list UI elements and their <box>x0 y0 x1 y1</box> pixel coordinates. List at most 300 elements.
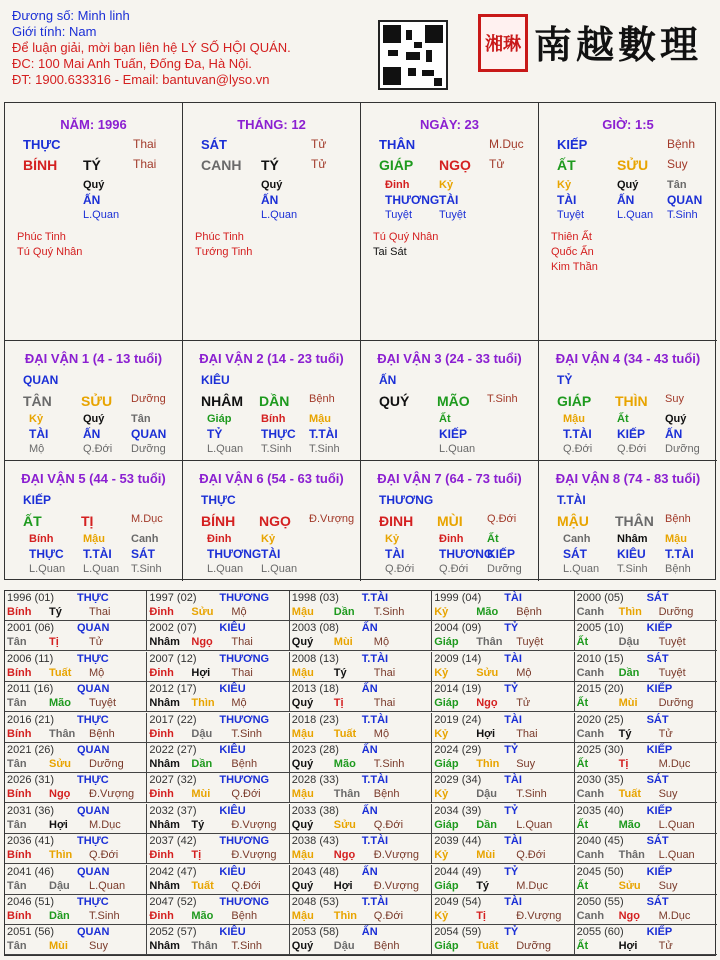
dai-van-stem-god: THƯƠNG <box>207 547 262 561</box>
year-chi: Tị <box>49 636 59 649</box>
dai-van-stem: Nhâm <box>617 533 648 545</box>
year-cell[interactable] <box>575 834 717 864</box>
year-cell[interactable] <box>432 865 574 895</box>
gender-value: Nam <box>68 24 97 39</box>
year-can: Tân <box>7 697 27 710</box>
hidden-god: QUAN <box>667 193 703 207</box>
year-can: Quý <box>291 758 314 770</box>
hidden-state: L.Quan <box>617 209 654 221</box>
year-chi: Dần <box>476 818 497 831</box>
year-state: Tử <box>658 940 673 953</box>
year-god: THỰC <box>77 713 109 726</box>
year-can: Quý <box>291 697 314 710</box>
year-can: Canh <box>576 727 605 740</box>
year-state: Dưỡng <box>516 940 551 953</box>
year-can: Mậu <box>291 788 314 801</box>
hidden-god: TÀI <box>557 193 577 207</box>
year-state: M.Dục <box>658 758 691 770</box>
year-god: KIẾP <box>646 926 673 939</box>
year-god: T.TÀI <box>361 774 389 787</box>
pillar-god-state: Bệnh <box>667 137 696 151</box>
year-god: THỰC <box>77 774 109 787</box>
year-label: 2045 (50) <box>576 865 624 878</box>
year-can: Mậu <box>291 606 314 618</box>
dai-van-stem-state: Dưỡng <box>487 563 522 575</box>
dai-van-title: ĐẠI VẬN 1 (4 - 13 tuổi) <box>24 351 163 366</box>
dai-van-stem-god: TÀI <box>261 547 281 561</box>
year-state: Bệnh <box>373 940 400 953</box>
year-cell[interactable] <box>5 713 147 743</box>
dai-van-stem-god: KIÊU <box>617 547 646 561</box>
year-god: ẤN <box>361 804 378 817</box>
hidden-god: ẤN <box>617 193 635 207</box>
year-cell[interactable] <box>575 925 717 955</box>
year-state: T.Sinh <box>373 606 405 618</box>
dai-van-state: Bệnh <box>309 393 335 405</box>
address-line: ĐC: 100 Mai Anh Tuấn, Đống Đa, Hà Nội. <box>12 56 252 71</box>
dai-van-stem-state: Q.Đới <box>563 443 593 455</box>
year-can: Nhâm <box>149 758 180 770</box>
pillar-can: BÍNH <box>23 157 58 173</box>
year-cell[interactable] <box>147 621 289 651</box>
year-state: Q.Đới <box>89 849 119 862</box>
year-can: Giáp <box>434 697 459 710</box>
year-cell[interactable] <box>147 804 289 834</box>
name-value: Minh linh <box>77 8 130 23</box>
year-can: Giáp <box>434 879 459 892</box>
dai-van-stem: Canh <box>563 533 591 545</box>
year-can: Ất <box>576 758 589 770</box>
hidden-stem: Quý <box>83 179 105 191</box>
year-state: Dưỡng <box>89 758 124 770</box>
year-cell[interactable] <box>432 652 574 682</box>
star-label: Phúc Tinh <box>195 231 244 243</box>
year-label: 2008 (13) <box>291 652 339 665</box>
year-cell[interactable] <box>5 591 147 621</box>
year-can: Canh <box>576 606 605 618</box>
year-chi: Hợi <box>49 818 68 831</box>
year-cell[interactable] <box>290 925 432 955</box>
year-cell[interactable] <box>432 682 574 712</box>
dai-van-3 <box>361 341 539 461</box>
year-label: 2036 (41) <box>7 835 55 848</box>
year-state: Đ.Vượng <box>89 788 135 801</box>
year-chi: Tị <box>333 697 344 710</box>
year-cell[interactable] <box>432 804 574 834</box>
year-label: 2035 (40) <box>576 804 624 817</box>
dai-van-stem: Ất <box>439 413 451 425</box>
dai-van-stem-god: ẤN <box>83 427 101 441</box>
dai-van-stem-god: THỰC <box>29 547 64 561</box>
year-can: Kỷ <box>434 666 449 679</box>
dai-van-god: KIÊU <box>201 373 230 387</box>
year-state: T.Sinh <box>231 940 262 953</box>
year-god: ẤN <box>361 865 378 878</box>
year-can: Quý <box>291 636 314 649</box>
year-cell[interactable] <box>147 682 289 712</box>
year-state: Mộ <box>231 606 247 618</box>
year-god: KIẾP <box>646 865 673 878</box>
dai-van-stem: Mậu <box>563 413 585 425</box>
year-god: TÀI <box>504 713 522 726</box>
year-chi: Mão <box>333 758 356 770</box>
year-chi: Mão <box>476 606 499 618</box>
year-cell[interactable] <box>5 773 147 803</box>
year-can: Mậu <box>291 849 314 862</box>
name-label: Đương số: <box>12 8 75 23</box>
pillar-chi: TÝ <box>261 157 279 173</box>
star-label: Tướng Tinh <box>195 246 253 258</box>
year-label: 2040 (45) <box>576 835 624 848</box>
dai-van-god: TỶ <box>557 373 573 387</box>
year-state: Đ.Vượng <box>373 879 419 892</box>
year-chi: Thân <box>49 727 76 740</box>
year-label: 1997 (02) <box>149 592 197 604</box>
year-god: THƯƠNG <box>219 592 270 604</box>
star-label: Quốc Ấn <box>551 246 594 258</box>
dai-van-stem-god: KIẾP <box>487 547 516 561</box>
year-state: Mộ <box>231 697 247 710</box>
year-label: 2041 (46) <box>7 865 55 878</box>
year-can: Mậu <box>291 727 314 740</box>
dai-van-stem-state: Dưỡng <box>131 443 166 455</box>
year-state: Tuyệt <box>658 636 686 649</box>
year-god: ẤN <box>361 622 378 635</box>
hidden-god: ẤN <box>83 193 101 207</box>
year-label: 2043 (48) <box>291 865 339 878</box>
seal-icon <box>478 14 528 72</box>
dai-van-stem-state: T.Sinh <box>309 443 340 455</box>
year-god: SÁT <box>646 774 669 787</box>
year-cell[interactable] <box>290 682 432 712</box>
year-cell[interactable] <box>290 773 432 803</box>
year-cell[interactable] <box>147 834 289 864</box>
year-cell[interactable] <box>575 773 717 803</box>
year-cell[interactable] <box>147 713 289 743</box>
year-god: T.TÀI <box>361 652 389 665</box>
year-cell[interactable] <box>147 743 289 773</box>
year-cell[interactable] <box>575 804 717 834</box>
year-cell[interactable] <box>5 895 147 925</box>
year-cell[interactable] <box>290 895 432 925</box>
year-state: Q.Đới <box>373 910 404 922</box>
year-state: Bệnh <box>231 910 258 922</box>
year-label: 2010 (15) <box>576 652 624 665</box>
year-cell[interactable] <box>5 652 147 682</box>
dai-van-stem-state: L.Quan <box>207 563 244 575</box>
year-god: QUAN <box>77 622 110 635</box>
year-can: Quý <box>291 818 314 831</box>
year-can: Ất <box>576 697 589 710</box>
dai-van-can: ĐINH <box>379 513 414 529</box>
year-god: THỰC <box>77 835 109 848</box>
dai-van-stem-state: L.Quan <box>439 443 476 455</box>
year-cell[interactable] <box>575 621 717 651</box>
year-can: Canh <box>576 849 605 862</box>
year-cell[interactable] <box>5 743 147 773</box>
year-chi: Thìn <box>191 697 215 710</box>
dai-van-stem: Mậu <box>309 413 331 425</box>
dai-van-1 <box>5 341 183 461</box>
year-god: THƯƠNG <box>219 896 270 908</box>
brand-logo: 南越數理 <box>534 22 703 67</box>
star-label: Tú Quý Nhân <box>17 246 83 258</box>
year-chi: Sửu <box>191 606 214 618</box>
year-cell[interactable] <box>575 591 717 621</box>
year-chi: Dậu <box>191 727 213 740</box>
year-chi: Thân <box>191 940 218 953</box>
dai-van-state: M.Dục <box>131 513 163 525</box>
year-chi: Ngọ <box>49 788 71 801</box>
pillar-god: THỰC <box>23 137 61 152</box>
qr-code-icon[interactable] <box>378 20 448 90</box>
year-chi: Tý <box>333 666 347 679</box>
year-chi: Mùi <box>476 849 496 862</box>
year-state: Đ.Vượng <box>231 849 277 862</box>
year-god: SÁT <box>646 713 669 726</box>
year-god: TỶ <box>504 622 519 635</box>
year-cell[interactable] <box>575 865 717 895</box>
year-cell[interactable] <box>5 925 147 955</box>
dai-van-stem-god: TÀI <box>29 427 49 441</box>
dai-van-god: KIẾP <box>23 493 52 507</box>
dai-van-stem: Ất <box>617 413 629 425</box>
year-cell[interactable] <box>147 591 289 621</box>
year-god: KIÊU <box>219 622 246 635</box>
year-state: Mộ <box>373 636 390 649</box>
year-can: Nhâm <box>149 636 180 649</box>
dai-van-chi: TỊ <box>81 513 94 529</box>
year-cell[interactable] <box>290 865 432 895</box>
year-cell[interactable] <box>432 621 574 651</box>
dai-van-stem-state: Bệnh <box>665 563 691 575</box>
year-label: 2024 (29) <box>434 744 482 756</box>
year-chi: Ngọ <box>333 849 356 862</box>
dai-van-title: ĐẠI VẬN 2 (14 - 23 tuổi) <box>199 351 344 366</box>
hidden-stem: Đinh <box>385 179 410 191</box>
dai-van-stem: Quý <box>83 413 105 425</box>
dai-van-stem-god: THỰC <box>261 427 296 441</box>
year-chi: Dậu <box>618 636 640 649</box>
dai-van-state: Dưỡng <box>131 393 166 405</box>
year-label: 2026 (31) <box>7 774 55 787</box>
year-label: 2042 (47) <box>149 865 197 878</box>
year-chi: Sửu <box>333 818 356 831</box>
year-state: M.Dục <box>516 879 548 892</box>
year-cell[interactable] <box>432 895 574 925</box>
year-can: Bính <box>7 788 32 801</box>
year-state: Q.Đới <box>231 879 261 892</box>
year-god: QUAN <box>77 926 110 939</box>
year-state: Mộ <box>373 727 390 740</box>
year-state: M.Dục <box>658 910 691 922</box>
year-state: Dưỡng <box>658 697 694 710</box>
year-chi: Ngọ <box>476 697 498 710</box>
year-chi: Hợi <box>333 879 353 892</box>
dai-van-stem-god: T.TÀI <box>309 427 338 441</box>
year-chi: Thìn <box>476 758 500 770</box>
year-cell[interactable] <box>147 773 289 803</box>
dai-van-stem-state: L.Quan <box>207 443 244 455</box>
dai-van-stem-god: ẤN <box>665 427 683 441</box>
year-god: THƯƠNG <box>219 713 270 726</box>
year-god: KIẾP <box>646 744 673 756</box>
year-cell[interactable] <box>290 743 432 773</box>
dai-van-state: Suy <box>665 393 684 405</box>
year-cell[interactable] <box>290 834 432 864</box>
year-cell[interactable] <box>5 621 147 651</box>
year-cell[interactable] <box>290 713 432 743</box>
year-cell[interactable] <box>432 773 574 803</box>
year-state: Tử <box>89 636 104 649</box>
year-can: Đinh <box>149 849 174 862</box>
year-god: THỰC <box>77 592 109 604</box>
year-label: 2049 (54) <box>434 896 482 908</box>
year-chi: Dậu <box>49 879 70 892</box>
hidden-state: T.Sinh <box>667 209 698 221</box>
year-can: Kỷ <box>434 606 449 618</box>
dai-van-stem: Giáp <box>207 413 232 425</box>
year-label: 2020 (25) <box>576 713 624 726</box>
year-chi: Mão <box>618 818 641 831</box>
year-god: TÀI <box>504 652 522 665</box>
dai-van-can: GIÁP <box>557 393 592 409</box>
dai-van-stem: Bính <box>261 413 286 425</box>
year-cell[interactable] <box>432 591 574 621</box>
year-can: Giáp <box>434 758 459 770</box>
year-chi: Tuất <box>618 788 641 801</box>
pillar-can: GIÁP <box>379 157 414 173</box>
year-chi: Thân <box>476 636 503 649</box>
year-state: Bệnh <box>373 788 400 801</box>
year-cell[interactable] <box>147 925 289 955</box>
year-god: TỶ <box>504 804 519 817</box>
star-label: Thiên Ất <box>551 231 592 243</box>
year-god: KIÊU <box>219 804 246 817</box>
year-chi: Hợi <box>618 940 638 953</box>
year-cell[interactable] <box>432 713 574 743</box>
year-state: Q.Đới <box>373 818 404 831</box>
year-cell[interactable] <box>575 652 717 682</box>
year-can: Kỷ <box>434 788 449 801</box>
hidden-stem: Tân <box>667 179 687 191</box>
year-can: Giáp <box>434 636 459 649</box>
year-label: 2047 (52) <box>149 896 197 908</box>
year-label: 2038 (43) <box>291 835 339 848</box>
year-cell[interactable] <box>575 743 717 773</box>
dai-van-stem: Ất <box>487 533 499 545</box>
year-god: SÁT <box>646 592 669 604</box>
year-state: Thai <box>231 666 253 679</box>
dai-van-stem-state: L.Quan <box>29 563 66 575</box>
hidden-state: Tuyệt <box>557 209 585 221</box>
year-god: THƯƠNG <box>219 835 270 848</box>
year-god: T.TÀI <box>361 896 389 908</box>
year-label: 2007 (12) <box>149 652 197 665</box>
dai-van-chi: NGỌ <box>259 513 291 529</box>
year-label: 2013 (18) <box>291 683 339 696</box>
year-chi: Tý <box>49 606 62 618</box>
year-cell[interactable] <box>575 682 717 712</box>
year-can: Nhâm <box>149 818 180 831</box>
year-cell[interactable] <box>432 743 574 773</box>
year-cell[interactable] <box>5 834 147 864</box>
year-label: 2027 (32) <box>149 774 197 787</box>
dai-van-title: ĐẠI VẬN 7 (64 - 73 tuổi) <box>377 471 522 486</box>
dai-van-title: ĐẠI VẬN 3 (24 - 33 tuổi) <box>377 351 522 366</box>
year-cell[interactable] <box>575 713 717 743</box>
year-cell[interactable] <box>5 682 147 712</box>
year-chi: Tuất <box>476 940 499 953</box>
year-state: Mộ <box>516 666 532 679</box>
year-label: 2048 (53) <box>291 896 339 908</box>
year-label: 2028 (33) <box>291 774 339 787</box>
dai-van-stem-state: T.Sinh <box>131 563 162 575</box>
year-cell[interactable] <box>290 804 432 834</box>
year-can: Đinh <box>149 606 174 618</box>
pillar-1 <box>183 103 361 341</box>
year-can: Bính <box>7 606 32 618</box>
year-cell[interactable] <box>432 925 574 955</box>
dai-van-stem-state: Q.Đới <box>617 443 647 455</box>
year-cell[interactable] <box>147 865 289 895</box>
year-cell[interactable] <box>147 895 289 925</box>
dai-van-stem-state: T.Sinh <box>261 443 292 455</box>
pillar-god: SÁT <box>201 137 227 152</box>
year-label: 2016 (21) <box>7 713 55 726</box>
year-god: TỶ <box>504 744 519 756</box>
year-god: QUAN <box>77 865 110 878</box>
year-cell[interactable] <box>5 865 147 895</box>
year-god: SÁT <box>646 896 669 908</box>
dai-van-stem-state: Dưỡng <box>665 443 700 455</box>
year-can: Kỷ <box>434 727 449 740</box>
year-cell[interactable] <box>290 652 432 682</box>
dai-van-stem-state: Q.Đới <box>439 563 469 575</box>
year-label: 2034 (39) <box>434 804 482 817</box>
dai-van-chi: MÙI <box>437 513 463 529</box>
dai-van-stem-state: L.Quan <box>261 563 298 575</box>
pillar-god: THÂN <box>379 137 416 152</box>
year-can: Nhâm <box>149 879 180 892</box>
year-cell[interactable] <box>5 804 147 834</box>
year-can: Tân <box>7 758 27 770</box>
year-state: Tuyệt <box>516 636 544 649</box>
pillar-0 <box>5 103 183 341</box>
year-cell[interactable] <box>432 834 574 864</box>
year-cell[interactable] <box>290 621 432 651</box>
dai-van-stem: Đinh <box>207 533 232 545</box>
year-cell[interactable] <box>147 652 289 682</box>
year-chi: Thân <box>333 788 361 801</box>
pillar-3 <box>539 103 717 341</box>
dai-van-stem: Quý <box>665 413 687 425</box>
year-label: 2032 (37) <box>149 804 197 817</box>
year-cell[interactable] <box>290 591 432 621</box>
year-chi: Mùi <box>333 636 353 649</box>
pillar-god-state: Thai <box>133 137 157 151</box>
year-cell[interactable] <box>575 895 717 925</box>
year-label: 2053 (58) <box>291 926 339 939</box>
year-state: Đ.Vượng <box>516 910 562 922</box>
pillar-can: ẤT <box>557 157 576 173</box>
year-chi: Tuất <box>49 666 72 679</box>
year-can: Bính <box>7 727 32 740</box>
dai-van-stem: Đinh <box>439 533 464 545</box>
year-chi: Tị <box>191 849 202 862</box>
year-state: L.Quan <box>89 879 126 892</box>
year-chi: Hợi <box>476 727 496 740</box>
